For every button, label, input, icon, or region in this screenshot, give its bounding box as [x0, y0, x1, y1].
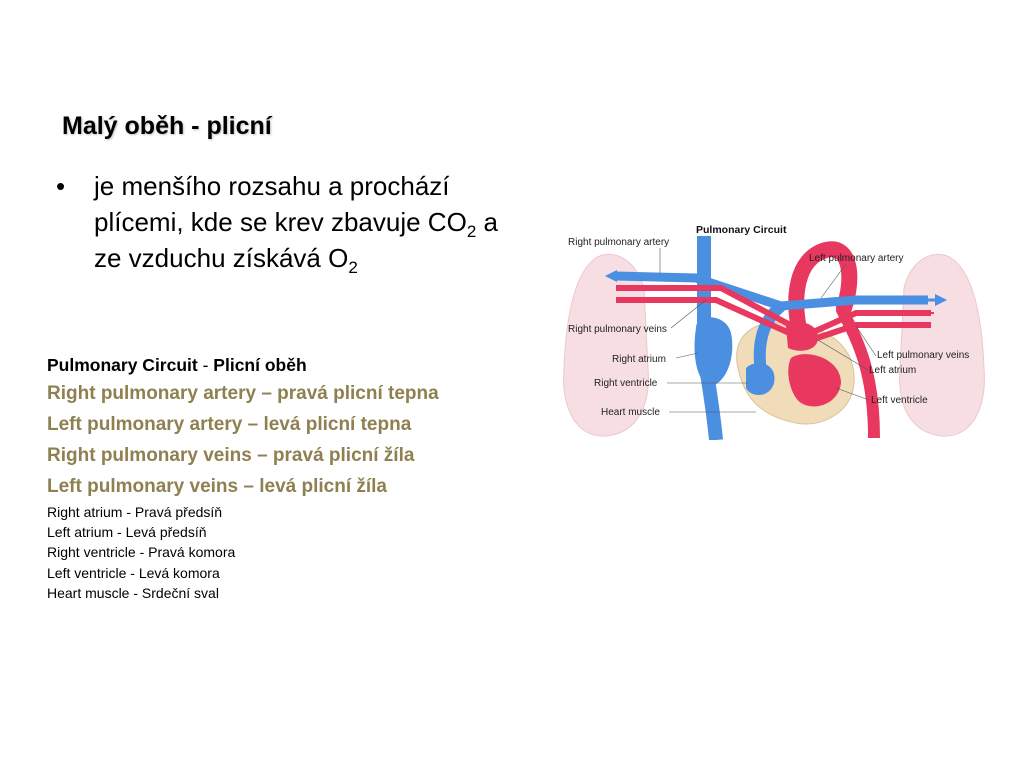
label-left-atrium: Left atrium — [869, 365, 917, 376]
label-left-pulmonary-artery: Left pulmonary artery — [809, 253, 904, 264]
label-left-pulmonary-veins: Left pulmonary veins — [877, 350, 970, 361]
label-heart-muscle: Heart muscle — [601, 407, 660, 418]
label-right-atrium: Right atrium — [612, 354, 666, 365]
bullet-text-part1: je menšího rozsahu a prochází plícemi, kde se krev zbavuje CO — [94, 171, 467, 237]
pulmonary-circuit-diagram — [556, 218, 992, 440]
left-lung — [900, 254, 985, 436]
glossary-heading-separator: - — [197, 355, 214, 375]
o2-subscript: 2 — [348, 258, 358, 277]
diagram-title: Pulmonary Circuit — [696, 224, 787, 236]
left-atrium-shape — [786, 322, 818, 350]
glossary-small-item: Left ventricle - Levá komora — [47, 564, 220, 581]
bullet-text-part2: a ze vzduchu získává O — [94, 207, 498, 273]
label-right-pulmonary-veins: Right pulmonary veins — [568, 324, 667, 335]
bullet-text — [94, 168, 526, 276]
glossary-main-item: Left pulmonary veins – levá plicní žíla — [47, 476, 387, 497]
glossary-small-item: Right atrium - Pravá předsíň — [47, 504, 223, 520]
glossary-small-item: Left atrium - Levá předsíň — [47, 524, 207, 541]
label-right-pulmonary-artery: Right pulmonary artery — [568, 237, 670, 248]
glossary-heading — [47, 352, 527, 378]
glossary-small-item: Right ventricle - Pravá komora — [47, 544, 236, 561]
glossary-main-item: Left pulmonary artery – levá plicní tepna — [47, 414, 412, 435]
co2-subscript: 2 — [466, 222, 477, 241]
glossary-main-item: Right pulmonary veins – pravá plicní žíla — [47, 445, 415, 466]
label-right-ventricle: Right ventricle — [594, 378, 658, 389]
glossary-small-item: Heart muscle - Srdeční sval — [47, 584, 219, 601]
glossary — [47, 352, 527, 603]
label-left-ventricle: Left ventricle — [871, 395, 928, 406]
glossary-main-item: Right pulmonary artery – pravá plicní tepna — [47, 383, 439, 404]
bullet-point — [56, 168, 526, 276]
bullet-marker: • — [56, 171, 66, 201]
glossary-heading-cs: Plicní oběh — [213, 355, 307, 375]
slide-title: Malý oběh - plicní — [62, 112, 272, 140]
right-atrium-shape — [695, 317, 733, 386]
glossary-heading-en: Pulmonary Circuit — [47, 355, 198, 375]
